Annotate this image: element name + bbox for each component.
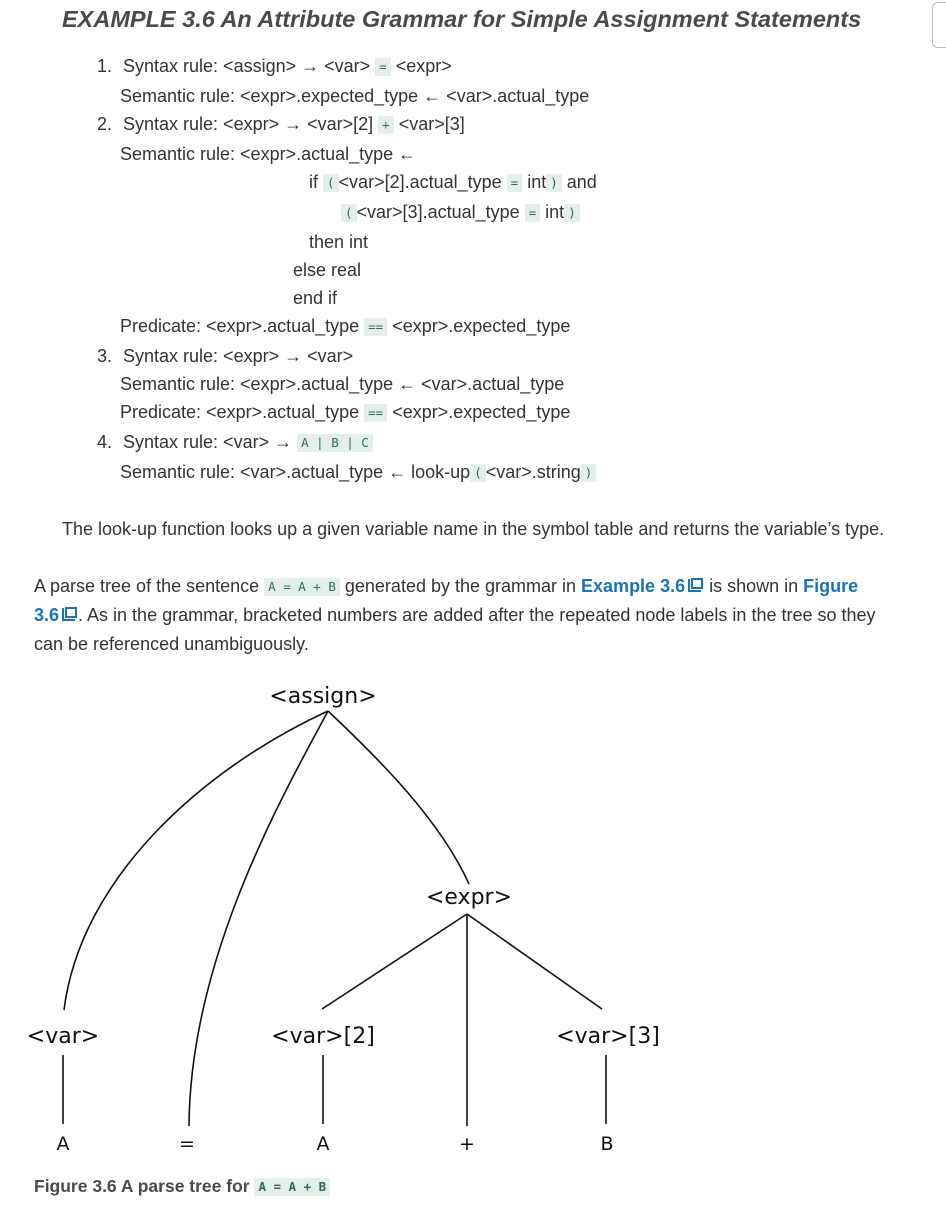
rule-2-syntax [90, 112, 465, 136]
rule-2-then: then int [309, 232, 369, 252]
example-3-6-link[interactable] [581, 576, 704, 596]
rule-1-syntax [90, 54, 452, 78]
code-paren: ( [341, 204, 357, 222]
node-var-2: <var>[2] [271, 1024, 375, 1049]
rule-2-else: else real [293, 260, 362, 280]
figure-3-6-link-start[interactable]: Figure [803, 576, 859, 596]
code-paren: ) [546, 174, 562, 192]
edge-expr-var2 [322, 914, 467, 1009]
code-paren: ) [581, 464, 597, 482]
leaf-a-2: A [316, 1133, 330, 1155]
corner-button[interactable] [932, 2, 946, 48]
parse-paragraph-line-1 [34, 572, 858, 601]
leaf-equals: = [179, 1133, 195, 1155]
int-text: int [522, 172, 547, 192]
code-double-equals: == [364, 404, 387, 422]
semantic-text: Semantic rule: <var>.actual_type ← look-up [120, 462, 471, 482]
code-sentence: A = A + B [264, 578, 340, 596]
rule-4-semantic [120, 460, 596, 484]
caption-code: A = A + B [254, 1178, 330, 1196]
rule-3-syntax [90, 344, 353, 368]
node-expr: <expr> [425, 885, 513, 910]
code-equals: = [375, 58, 391, 76]
predicate-text: <expr>.expected_type [387, 316, 571, 336]
predicate-text: Predicate: <expr>.actual_type [120, 402, 365, 422]
rule-number: 4. [96, 432, 112, 452]
external-link-icon [687, 578, 704, 593]
code-equals: = [507, 174, 523, 192]
syntax-text: Syntax rule: <var> → [123, 432, 298, 452]
code-equals: = [525, 204, 541, 222]
semantic-arg: <var>.string [485, 462, 581, 482]
parse-tree-figure [0, 670, 946, 1170]
and-text: and [561, 172, 597, 192]
code-paren: ) [564, 204, 580, 222]
syntax-text: <var>[3] [393, 114, 465, 134]
int-text: int [540, 202, 565, 222]
rule-4-syntax [90, 430, 373, 454]
node-var-3: <var>[3] [556, 1024, 660, 1049]
rule-number: 1. [96, 56, 112, 76]
rule-number: 3. [96, 346, 112, 366]
syntax-text: <expr> [390, 56, 452, 76]
code-paren: ( [323, 174, 339, 192]
example-title: EXAMPLE 3.6 An Attribute Grammar for Simple Assignment Statements [62, 6, 862, 32]
predicate-text: Predicate: <expr>.actual_type [120, 316, 365, 336]
paragraph-text: A parse tree of the sentence [34, 576, 265, 596]
parse-paragraph-line-3: can be referenced unambiguously. [34, 634, 309, 654]
link-text: Example 3.6 [581, 576, 686, 596]
caption-text: Figure 3.6 A parse tree for [34, 1176, 255, 1196]
if-keyword: if [309, 172, 324, 192]
figure-3-6-link-end[interactable] [34, 605, 78, 625]
syntax-text: Syntax rule: <expr> → <var> [123, 346, 354, 366]
rule-number: 2. [96, 114, 112, 134]
code-alternatives: A | B | C [297, 434, 373, 452]
paragraph-text: is shown in [704, 576, 804, 596]
edge-assign-var [64, 711, 328, 1010]
edge-assign-eq [189, 711, 328, 1126]
rule-2-endif: end if [293, 288, 338, 308]
syntax-text: Syntax rule: <expr> → <var>[2] [123, 114, 379, 134]
paragraph-text: . As in the grammar, bracketed numbers are added after the repeated node labels in the tree so they [78, 605, 876, 625]
leaf-plus: + [459, 1133, 475, 1155]
leaf-a-1: A [56, 1133, 70, 1155]
edge-assign-expr [328, 711, 469, 884]
code-plus: + [378, 116, 394, 134]
figure-caption [34, 1176, 330, 1197]
code-paren: ( [470, 464, 486, 482]
rule-2-if-line [309, 170, 597, 194]
node-var: <var> [26, 1024, 100, 1049]
condition-text: <var>[3].actual_type [356, 202, 525, 222]
condition-text: <var>[2].actual_type [338, 172, 507, 192]
rule-1-semantic: Semantic rule: <expr>.expected_type ← <var>.actual_type [120, 86, 590, 106]
syntax-text: Syntax rule: <assign> → <var> [123, 56, 376, 76]
rule-2-cond2-line [341, 200, 580, 224]
node-assign: <assign> [269, 684, 377, 709]
rule-3-semantic: Semantic rule: <expr>.actual_type ← <var>.actual_type [120, 374, 565, 394]
paragraph-text: generated by the grammar in [339, 576, 582, 596]
rule-3-predicate [120, 400, 570, 424]
parse-paragraph-line-2 [34, 601, 876, 630]
edge-expr-var3 [467, 914, 602, 1009]
rule-2-predicate [120, 314, 570, 338]
predicate-text: <expr>.expected_type [387, 402, 571, 422]
lookup-paragraph: The look-up function looks up a given variable name in the symbol table and returns the variable’s type. [62, 519, 885, 539]
leaf-b: B [600, 1133, 614, 1155]
link-text: 3.6 [34, 605, 60, 625]
rule-2-semantic: Semantic rule: <expr>.actual_type ← [120, 144, 417, 164]
code-double-equals: == [364, 318, 387, 336]
external-link-icon [61, 607, 78, 622]
